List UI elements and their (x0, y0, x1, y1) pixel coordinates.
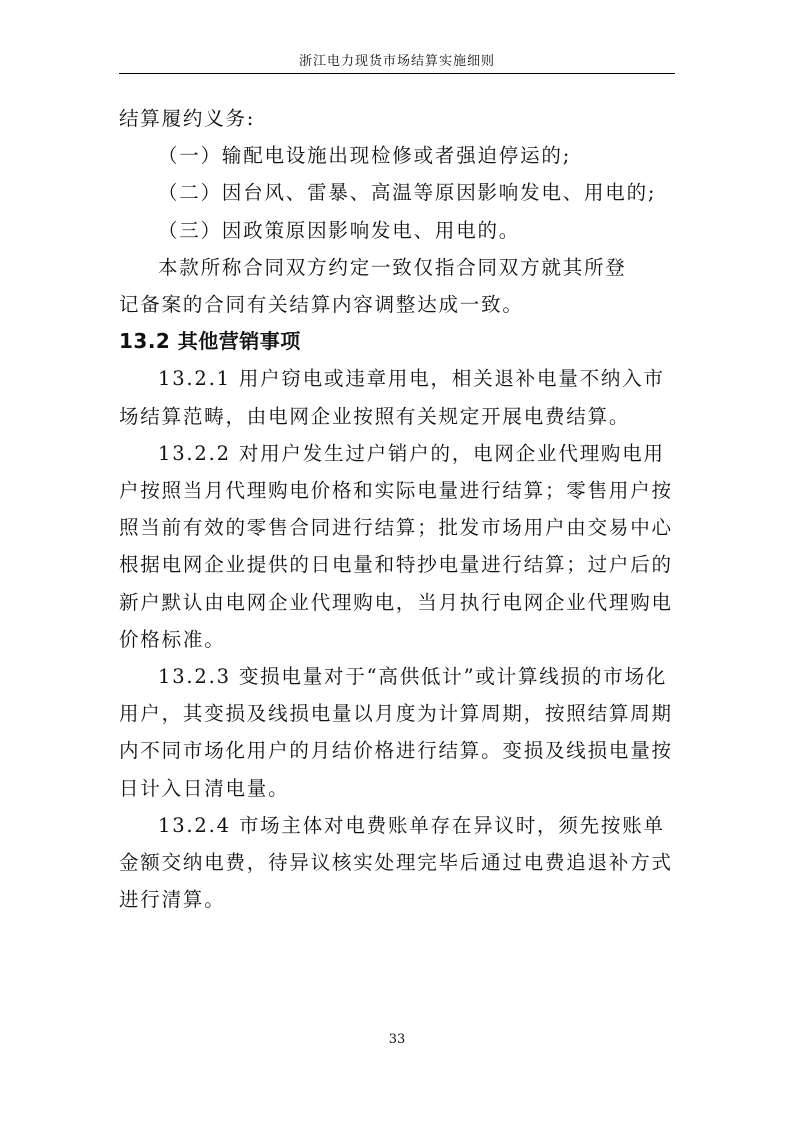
text-line: 新户默认由电网企业代理购电，当月执行电网企业代理购电 (119, 590, 673, 614)
text-line: 户按照当月代理购电价格和实际电量进行结算；零售用户按 (119, 479, 673, 503)
text-line: 记备案的合同有关结算内容调整达成一致。 (119, 293, 524, 317)
text-line: 进行清算。 (119, 888, 226, 912)
page-number: 33 (388, 1032, 406, 1047)
text-line: 13.2.3 变损电量对于“高供低计”或计算线损的市场化 (158, 665, 668, 689)
header-rule (119, 73, 675, 74)
text-line: 用户，其变损及线损电量以月度为计算周期，按照结算周期 (119, 702, 673, 726)
text-line: 金额交纳电费，待异议核实处理完毕后通过电费追退补方式 (119, 851, 673, 875)
text-line: 日计入日清电量。 (119, 776, 290, 800)
text-line: 本款所称合同双方约定一致仅指合同双方就其所登 (158, 255, 627, 279)
text-line: 照当前有效的零售合同进行结算；批发市场用户由交易中心 (119, 516, 673, 540)
list-item: （一）输配电设施出现检修或者强迫停运的; (158, 144, 572, 168)
text-line: 13.2.2 对用户发生过户销户的，电网企业代理购电用 (158, 441, 665, 465)
list-item: （二）因台风、雷暴、高温等原因影响发电、用电的; (158, 181, 657, 205)
text-line: 13.2.1 用户窃电或违章用电，相关退补电量不纳入市 (158, 367, 665, 391)
text-line: 内不同市场化用户的月结价格进行结算。变损及线损电量按 (119, 739, 673, 763)
text-line: 13.2.4 市场主体对电费账单存在异议时，须先按账单 (158, 813, 665, 837)
running-header: 浙江电力现货市场结算实施细则 (298, 54, 495, 69)
text-line: 价格标准。 (119, 627, 226, 651)
text-line: 场结算范畴，由电网企业按照有关规定开展电费结算。 (119, 404, 631, 428)
section-heading: 13.2 其他营销事项 (119, 329, 301, 354)
text-line: 结算履约义务: (119, 107, 256, 130)
document-body (119, 100, 675, 918)
text-line: 根据电网企业提供的日电量和特抄电量进行结算；过户后的 (119, 553, 673, 577)
list-item: （三）因政策原因影响发电、用电的。 (158, 218, 521, 242)
